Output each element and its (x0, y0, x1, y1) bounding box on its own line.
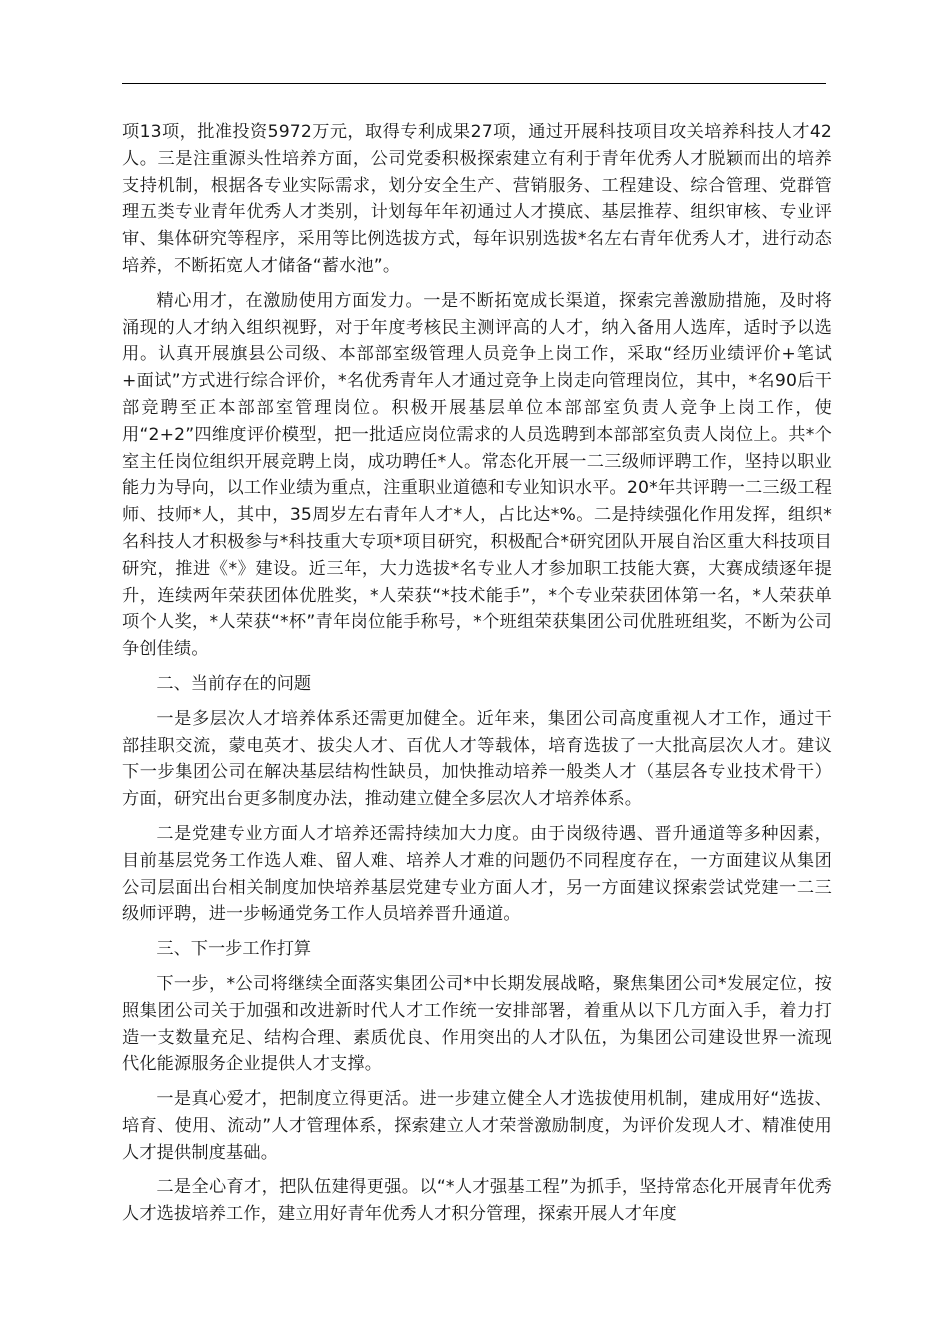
document-body (122, 119, 832, 1236)
paragraph-next-steps-intro: 下一步，*公司将继续全面落实集团公司*中长期发展战略，聚焦集团公司*发展定位，按照集团公司关于加强和改进新时代人才工作统一安排部署，着重从以下几方面入手，着力打造一支数量充足、结构合理、素质优良、作用突出的人才队伍，为集团公司建设世界一流现代化能源服务企业提供人才支撑。 (122, 973, 832, 1075)
section-heading-problems: 二、当前存在的问题 (156, 673, 312, 694)
paragraph-next-step-1: 一是真心爱才，把制度立得更活。进一步建立健全人才选拔使用机制，建成用好“选拔、培育、使用、流动”人才管理体系，探索建立人才荣誉激励制度，为评价发现人才、精准使用人才提供制度基础。 (122, 1089, 832, 1163)
paragraph-continuation: 项13项，批准投资5972万元，取得专利成果27项，通过开展科技项目攻关培养科技人才42人。三是注重源头性培养方面，公司党委积极探索建立有利于青年优秀人才脱颖而出的培养支持机制，根据各专业实际需求，划分安全生产、营销服务、工程建设、综合管理、党群管理五类专业青年优秀人才类别，计划每年年初通过人才摸底、基层推荐、组织审核、专业评审、集体研究等程序，采用等比例选拔方式，每年识别选拔*名左右青年优秀人才，进行动态培养，不断拓宽人才储备“蓄水池”。 (122, 122, 832, 276)
paragraph-talent-usage: 精心用才，在激励使用方面发力。一是不断拓宽成长渠道，探索完善激励措施，及时将涌现的人才纳入组织视野，对于年度考核民主测评高的人才，纳入备用人选库，适时予以选用。认真开展旗县公司级、本部部室级管理人员竞争上岗工作，采取“经历业绩评价+笔试+面试”方式进行综合评价，*名优秀青年人才通过竞争上岗走向管理岗位，其中，*名90后干部竞聘至正本部部室管理岗位。积极开展基层单位本部部室负责人竞争上岗工作，使用“2+2”四维度评价模型，把一批适应岗位需求的人员选聘到本部部室负责人岗位上。共*个室主任岗位组织开展竞聘上岗，成功聘任*人。常态化开展一二三级师评聘工作，坚持以职业能力为导向，以工作业绩为重点，注重职业道德和专业知识水平。20*年共评聘一二三级工程师、技师*人，其中，35周岁左右青年人才*人，占比达*%。二是持续强化作用发挥，组织*名科技人才积极参与*科技重大专项*项目研究，积极配合*研究团队开展自治区重大科技项目研究，推进《*》建设。近三年，大力选拔*名专业人才参加职工技能大赛，大赛成绩逐年提升，连续两年荣获团体优胜奖，*人荣获“*技术能手”，*个专业荣获团体第一名，*人荣获单项个人奖，*人荣获“*杯”青年岗位能手称号，*个班组荣获集团公司优胜班组奖，不断为公司争创佳绩。 (122, 290, 832, 660)
paragraph-problem-1: 一是多层次人才培养体系还需更加健全。近年来，集团公司高度重视人才工作，通过干部挂职交流，蒙电英才、拔尖人才、百优人才等载体，培育选拔了一大批高层次人才。建议下一步集团公司在解决基层结构性缺员，加快推动培养一般类人才（基层各专业技术骨干）方面，研究出台更多制度办法，推动建立健全多层次人才培养体系。 (122, 708, 832, 810)
section-heading-next-steps: 三、下一步工作打算 (156, 939, 312, 960)
paragraph-next-step-2: 二是全心育才，把队伍建得更强。以“*人才强基工程”为抓手，坚持常态化开展青年优秀人才选拔培养工作，建立用好青年优秀人才积分管理，探索开展人才年度 (122, 1177, 832, 1225)
header-rule (122, 83, 826, 84)
paragraph-problem-2: 二是党建专业方面人才培养还需持续加大力度。由于岗级待遇、晋升通道等多种因素，目前基层党务工作选人难、留人难、培养人才难的问题仍不同程度存在，一方面建议从集团公司层面出台相关制度加快培养基层党建专业方面人才，另一方面建议探索尝试党建一二三级师评聘，进一步畅通党务工作人员培养晋升通道。 (122, 823, 832, 925)
